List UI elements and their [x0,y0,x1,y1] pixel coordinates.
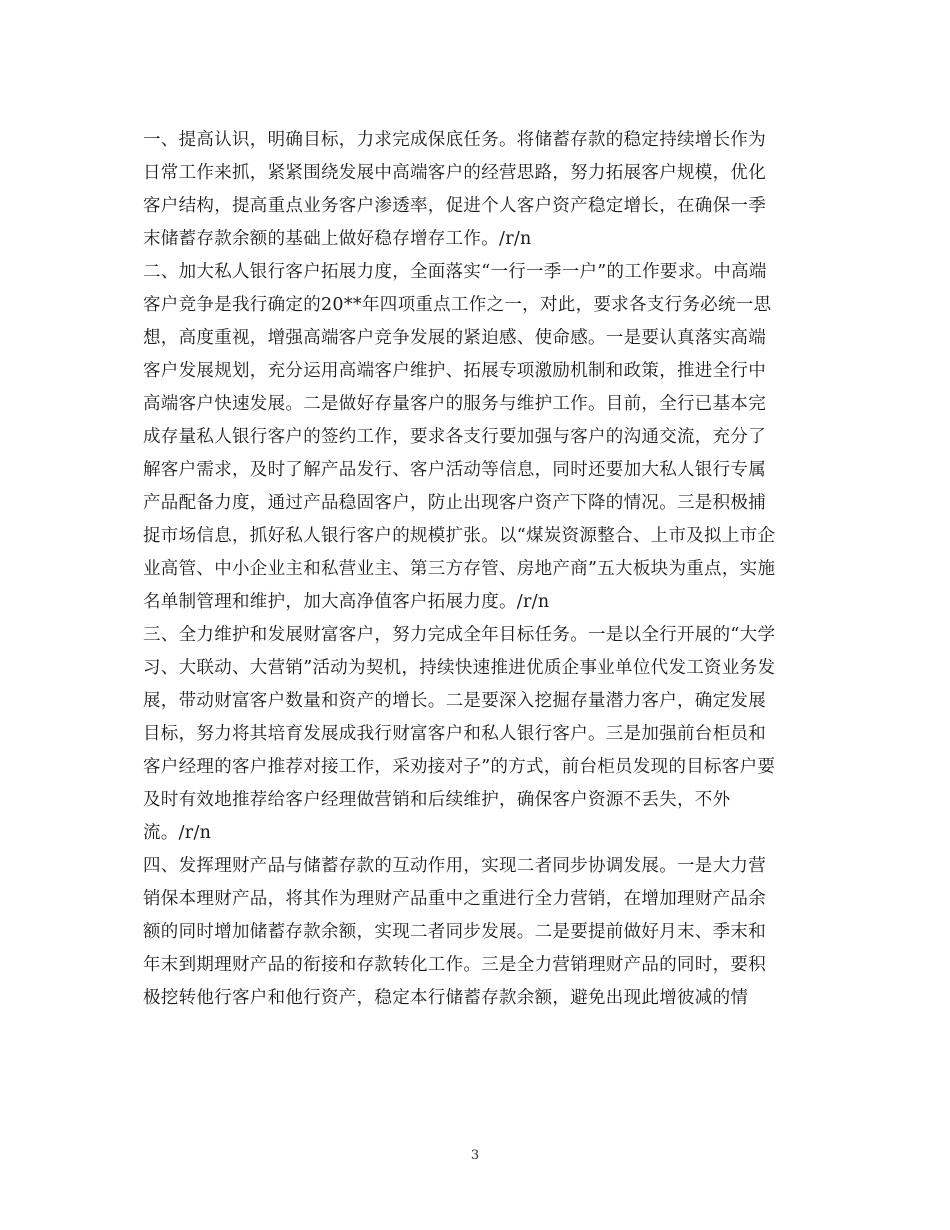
text-line: 三、全力维护和发展财富客户，努力完成全年目标任务。一是以全行开展的“大学 [143,625,776,645]
text-line: 客户发展规划，充分运用高端客户维护、拓展专项激励机制和政策，推进全行中 [143,361,766,381]
text-line: 习、大联动、大营销”活动为契机，持续快速推进优质企事业单位代发工资业务发 [143,658,776,678]
text-line: 流。/r/n [143,823,212,843]
text-line: 客户结构，提高重点业务客户渗透率，促进个人客户资产稳定增长，在确保一季 [143,196,766,216]
text-line: 成存量私人银行客户的签约工作，要求各支行要加强与客户的沟通交流，充分了 [143,427,766,447]
text-line: 末储蓄存款余额的基础上做好稳存增存工作。/r/n [143,229,532,249]
text-line: 客户经理的客户推荐对接工作，采劝接对子”的方式，前台柜员发现的目标客户要 [143,757,776,777]
text-line: 业高管、中小企业主和私营业主、第三方存管、房地产商”五大板块为重点，实施 [143,559,776,579]
text-line: 及时有效地推荐给客户经理做营销和后续维护，确保客户资源不丢失，不外 [143,790,731,810]
text-line: 四、发挥理财产品与储蓄存款的互动作用，实现二者同步协调发展。一是大力营 [143,856,766,876]
text-line: 极挖转他行客户和他行资产，稳定本行储蓄存款余额，避免出现此增彼减的情 [143,988,749,1008]
text-line: 年末到期理财产品的衔接和存款转化工作。三是全力营销理财产品的同时，要积 [143,955,766,975]
text-line: 高端客户快速发展。二是做好存量客户的服务与维护工作。目前，全行已基本完 [143,394,766,414]
text-line: 客户竞争是我行确定的20**年四项重点工作之一，对此，要求各支行务必统一思 [143,295,772,315]
text-line: 额的同时增加储蓄存款余额，实现二者同步发展。二是要提前做好月末、季末和 [143,922,766,942]
text-line: 二、加大私人银行客户拓展力度，全面落实“一行一季一户”的工作要求。中高端 [143,262,767,282]
text-line: 一、提高认识，明确目标，力求完成保底任务。将储蓄存款的稳定持续增长作为 [143,130,766,150]
text-line: 名单制管理和维护，加大高净值客户拓展力度。/r/n [143,592,550,612]
text-line: 目标，努力将其培育发展成我行财富客户和私人银行客户。三是加强前台柜员和 [143,724,766,744]
text-line: 想，高度重视，增强高端客户竞争发展的紧迫感、使命感。一是要认真落实高端 [143,328,766,348]
text-line: 展，带动财富客户数量和资产的增长。二是要深入挖掘存量潜力客户，确定发展 [143,691,766,711]
text-line: 解客户需求，及时了解产品发行、客户活动等信息，同时还要加大私人银行专属 [143,460,766,480]
page-number: 3 [470,1148,480,1163]
text-line: 捉市场信息，抓好私人银行客户的规模扩张。以“煤炭资源整合、上市及拟上市企 [143,526,776,546]
text-line: 销保本理财产品，将其作为理财产品重中之重进行全力营销，在增加理财产品余 [143,889,766,909]
text-line: 产品配备力度，通过产品稳固客户，防止出现客户资产下降的情况。三是积极捕 [143,493,766,513]
text-line: 日常工作来抓，紧紧围绕发展中高端客户的经营思路，努力拓展客户规模，优化 [143,163,766,183]
